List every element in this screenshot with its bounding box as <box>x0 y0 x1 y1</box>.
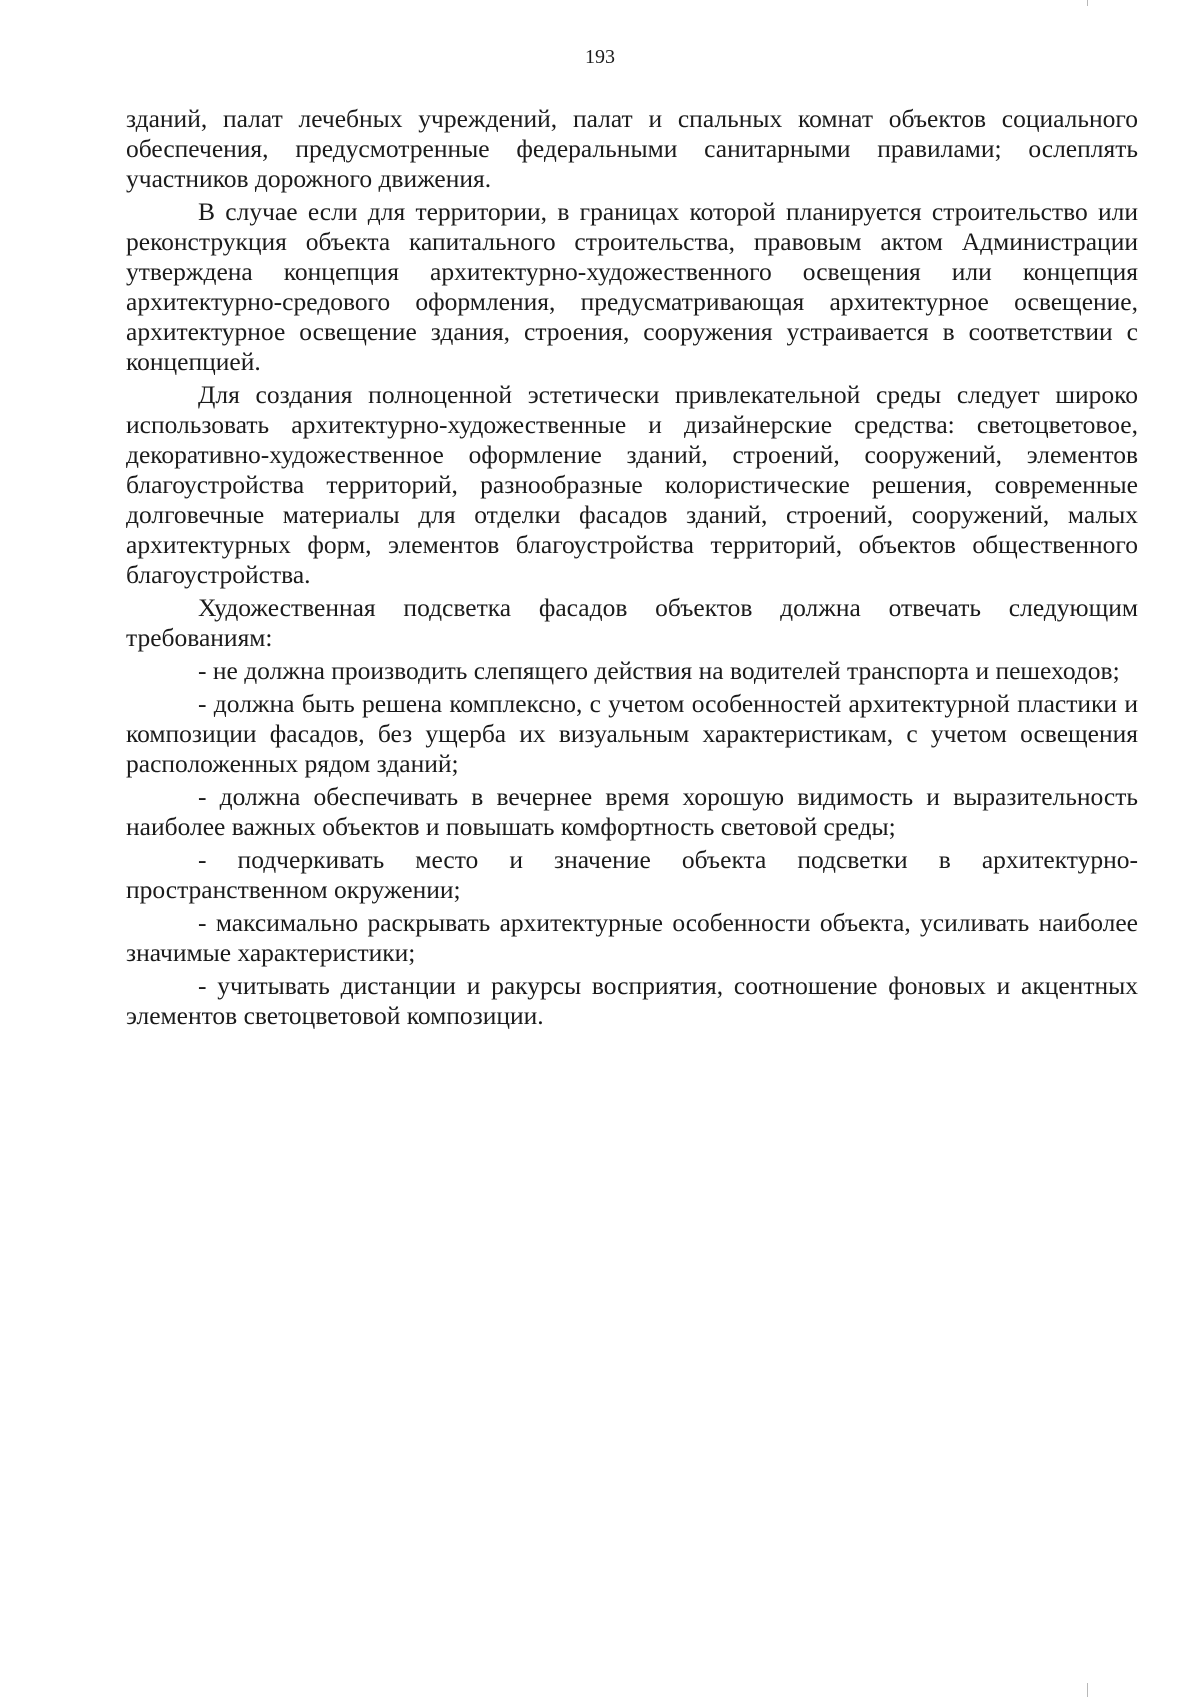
list-item: - подчеркивать место и значение объекта подсветки в архитектурно-пространственном окружении; <box>126 845 1138 904</box>
document-body <box>126 104 1138 1034</box>
list-item: - учитывать дистанции и ракурсы восприятия, соотношение фоновых и акцентных элементов светоцветовой композиции. <box>126 971 1138 1030</box>
paragraph-facade-lighting-requirements: Художественная подсветка фасадов объектов должна отвечать следующим требованиям: <box>126 593 1138 652</box>
paragraph-continuation: зданий, палат лечебных учреждений, палат и спальных комнат объектов социального обеспечения, предусмотренные федеральными санитарными правилами; ослеплять участников дорожного движения. <box>126 104 1138 193</box>
list-item: - должна обеспечивать в вечернее время хорошую видимость и выразительность наиболее важных объектов и повышать комфортность световой среды; <box>126 782 1138 841</box>
list-item: - не должна производить слепящего действия на водителей транспорта и пешеходов; <box>198 656 1120 685</box>
scan-edge-mark <box>1087 1683 1088 1697</box>
page-number: 193 <box>585 46 615 68</box>
list-item: - должна быть решена комплексно, с учетом особенностей архитектурной пластики и композиции фасадов, без ущерба их визуальным характеристикам, с учетом освещения расположенных рядом зданий; <box>126 689 1138 778</box>
list-item: - максимально раскрывать архитектурные особенности объекта, усиливать наиболее значимые характеристики; <box>126 908 1138 967</box>
paragraph-lighting-concept: В случае если для территории, в границах которой планируется строительство или реконструкция объекта капитального строительства, правовым актом Администрации утверждена концепция архитектурно-художественного освещения или концепция архитектурно-средового оформления, предусматривающая архитектурное освещение, архитектурное освещение здания, строения, сооружения устраивается в соответствии с концепцией. <box>126 197 1138 376</box>
scan-edge-mark <box>1087 0 1088 6</box>
paragraph-aesthetic-environment: Для создания полноценной эстетически привлекательной среды следует широко использовать архитектурно-художественные и дизайнерские средства: светоцветовое, декоративно-художественное оформление зданий, строений, сооружений, элементов благоустройства территорий, разнообразные колористические решения, современные долговечные материалы для отделки фасадов зданий, строений, сооружений, малых архитектурных форм, элементов благоустройства территорий, объектов общественного благоустройства. <box>126 380 1138 589</box>
